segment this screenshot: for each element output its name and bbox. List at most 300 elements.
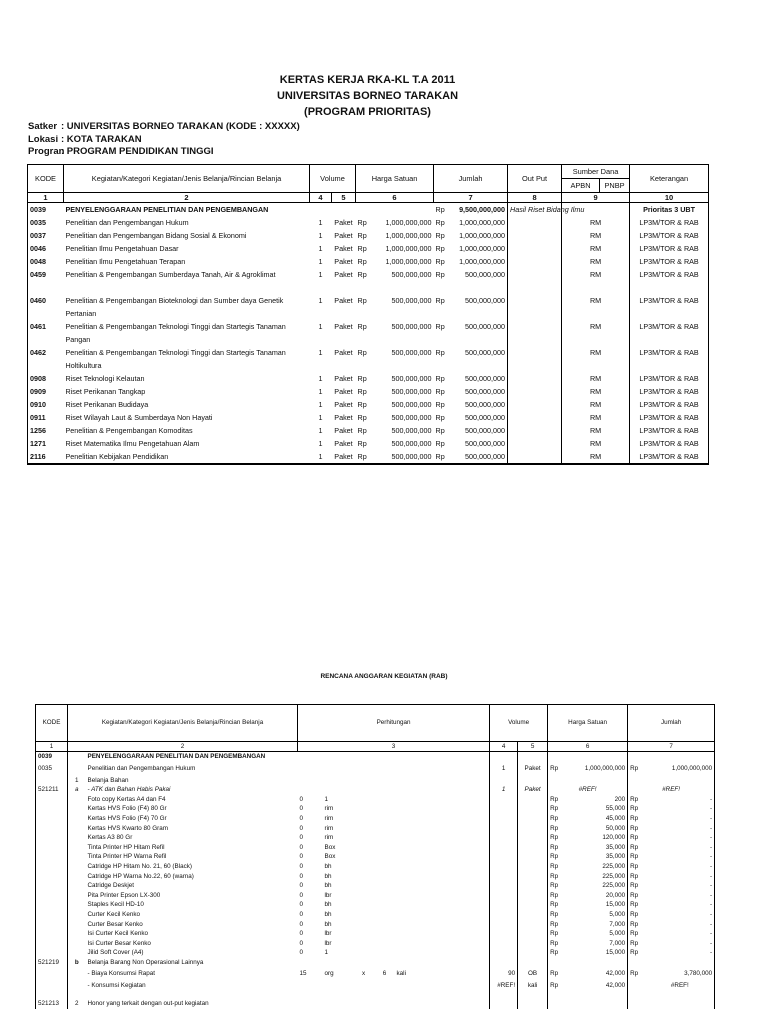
header-keterangan: Keterangan xyxy=(630,165,709,193)
cell-kode: 0035 xyxy=(36,762,68,776)
cell-satuan xyxy=(518,881,548,891)
rab-header-row xyxy=(36,705,715,742)
cell-vol xyxy=(490,920,518,930)
cell-harga: 15,000 xyxy=(568,900,628,910)
header-kode: KODE xyxy=(28,165,64,193)
col-num: 5 xyxy=(332,193,356,203)
cell-jumlah: 500,000,000 xyxy=(450,385,508,398)
cell-rp: Rp xyxy=(550,814,559,822)
cell-jumlah: - xyxy=(646,804,715,814)
cell-jumlah: - xyxy=(646,795,715,805)
cell-rp: Rp xyxy=(357,426,367,435)
cell-vol: 1 xyxy=(490,762,518,776)
cell-kode: 0911 xyxy=(28,411,64,424)
cell-jumlah: - xyxy=(646,900,715,910)
cell-perhitungan: 1 xyxy=(324,949,329,957)
cell-kode xyxy=(36,929,68,939)
cell-sumber: RM xyxy=(562,268,630,294)
cell-satuan xyxy=(518,814,548,824)
cell-satuan: Paket xyxy=(334,426,353,435)
cell-rp: Rp xyxy=(550,834,559,842)
table-row xyxy=(36,814,715,824)
cell-jumlah: - xyxy=(646,948,715,958)
cell-kode: 0462 xyxy=(28,346,64,372)
cell-nama: Isi Curter Kecil Kenko xyxy=(87,930,149,938)
cell-perhitungan: 0 xyxy=(299,901,304,909)
cell-perhitungan: 0 xyxy=(299,949,304,957)
cell-perhitungan: rim xyxy=(324,824,334,832)
table-row xyxy=(28,255,709,268)
cell-kode: 0037 xyxy=(28,229,64,242)
cell-nama: Riset Wilayah Laut & Sumberdaya Non Hayati xyxy=(65,413,213,422)
rka-table-body xyxy=(28,203,709,465)
cell-output xyxy=(508,229,562,242)
cell-rp: Rp xyxy=(435,270,445,279)
table-row xyxy=(36,824,715,834)
table-row xyxy=(36,881,715,891)
cell-harga: 225,000 xyxy=(568,872,628,882)
cell-nama: Catridge HP Warna No.22, 60 (warna) xyxy=(87,872,194,880)
cell-no xyxy=(68,862,86,872)
cell-perhitungan: kali xyxy=(396,970,406,978)
cell-perhitungan: bh xyxy=(324,910,332,918)
cell-vol: 1 xyxy=(318,439,323,448)
cell-rp: Rp xyxy=(630,872,639,880)
cell-perhitungan xyxy=(353,814,490,824)
cell-vol: 90 xyxy=(490,967,518,981)
rab-header-kode: KODE xyxy=(36,705,68,742)
col-num: 7 xyxy=(434,193,508,203)
cell-perhitungan xyxy=(353,910,490,920)
cell-vol xyxy=(490,852,518,862)
cell-nama: Penelitian & Pengembangan Teknologi Tinggi dan Startegis Tanaman Pangan xyxy=(65,322,286,344)
cell-output xyxy=(508,255,562,268)
cell-kode: 0039 xyxy=(28,203,64,217)
cell-output xyxy=(508,450,562,464)
cell-satuan: Paket xyxy=(518,785,548,795)
cell-satuan: Paket xyxy=(332,450,356,464)
cell-perhitungan: bh xyxy=(324,920,332,928)
cell-kode: 0909 xyxy=(28,385,64,398)
table-row xyxy=(28,320,709,346)
cell-jumlah: 500,000,000 xyxy=(450,450,508,464)
cell-keterangan: LP3M/TOR & RAB xyxy=(630,320,709,346)
cell-rp: Rp xyxy=(550,795,559,803)
col-num: 2 xyxy=(64,193,310,203)
cell-no xyxy=(68,939,86,949)
cell-rp: Rp xyxy=(550,805,559,813)
rab-header-jumlah: Jumlah xyxy=(628,705,715,742)
cell-satuan xyxy=(518,852,548,862)
table-row xyxy=(36,776,715,786)
cell-nama: Tinta Printer HP Warna Refil xyxy=(87,853,167,861)
cell-nama: Curter Kecil Kenko xyxy=(87,910,140,918)
cell-satuan xyxy=(518,929,548,939)
cell-keterangan: LP3M/TOR & RAB xyxy=(630,372,709,385)
cell-rp: Rp xyxy=(550,764,559,772)
cell-rp: Rp xyxy=(630,814,639,822)
cell-nama: Riset Teknologi Kelautan xyxy=(65,374,145,383)
cell-harga: 500,000,000 xyxy=(391,322,432,331)
cell-satuan xyxy=(518,910,548,920)
cell-rp: Rp xyxy=(630,882,639,890)
cell-rp: Rp xyxy=(357,348,367,357)
cell-perhitungan: rim xyxy=(324,834,334,842)
header-jumlah: Jumlah xyxy=(434,165,508,193)
cell-kode: 0908 xyxy=(28,372,64,385)
col-num: 3 xyxy=(298,742,490,752)
cell-perhitungan: bh xyxy=(324,901,332,909)
cell-rp: Rp xyxy=(356,450,372,464)
cell-jumlah: - xyxy=(646,910,715,920)
cell-perhitungan: 0 xyxy=(299,882,304,890)
cell-keterangan: LP3M/TOR & RAB xyxy=(630,294,709,320)
cell-kode xyxy=(36,843,68,853)
cell-sumber: RM xyxy=(562,346,630,372)
header-volume: Volume xyxy=(310,165,356,193)
cell-satuan: Paket xyxy=(334,413,353,422)
cell-perhitungan: 0 xyxy=(299,939,304,947)
table-row xyxy=(36,939,715,949)
cell-rp: Rp xyxy=(435,231,445,240)
cell-jumlah: - xyxy=(646,872,715,882)
table-row xyxy=(28,242,709,255)
cell-perhitungan xyxy=(353,929,490,939)
meta-program: Progran: PROGRAM PENDIDIKAN TINGGI xyxy=(28,146,214,157)
col-num: 1 xyxy=(36,742,68,752)
cell-kode xyxy=(36,814,68,824)
cell-nama: Riset Matematika Ilmu Pengetahuan Alam xyxy=(65,439,200,448)
cell-nama: Penelitian dan Pengembangan Hukum xyxy=(65,218,189,227)
cell-perhitungan: rim xyxy=(324,805,334,813)
cell-output xyxy=(508,346,562,372)
cell-jumlah: - xyxy=(646,833,715,843)
cell-vol xyxy=(490,824,518,834)
table-row xyxy=(36,833,715,843)
rab-table-body-2 xyxy=(36,958,715,1009)
cell-kode xyxy=(36,881,68,891)
cell-rp: Rp xyxy=(550,901,559,909)
cell-satuan: Paket xyxy=(334,387,353,396)
cell-output xyxy=(508,398,562,411)
rab-header-kegiatan: Kegiatan/Kategori Kegiatan/Jenis Belanja/Rincian Belanja xyxy=(68,705,298,742)
table-row xyxy=(28,372,709,385)
col-num: 6 xyxy=(548,742,628,752)
cell-output xyxy=(508,385,562,398)
cell-nama: - ATK dan Bahan Habis Pakai xyxy=(87,786,171,794)
cell-nama: PENYELENGGARAAN PENELITIAN DAN PENGEMBANGAN xyxy=(86,752,490,762)
cell-rp: Rp xyxy=(357,218,367,227)
cell-rp: Rp xyxy=(357,231,367,240)
cell-vol xyxy=(490,948,518,958)
cell-output: Hasil Riset Bidang Ilmu xyxy=(508,203,562,217)
cell-kode xyxy=(36,804,68,814)
cell-nama: Kertas HVS Folio (F4) 70 Gr xyxy=(87,814,167,822)
table-row xyxy=(36,958,715,968)
cell-harga: 15,000 xyxy=(568,948,628,958)
cell-rp: Rp xyxy=(435,374,445,383)
cell-rp: Rp xyxy=(435,400,445,409)
cell-vol xyxy=(490,795,518,805)
cell-keterangan: LP3M/TOR & RAB xyxy=(630,242,709,255)
cell-jumlah: #REF! xyxy=(646,981,715,991)
cell-perhitungan: bh xyxy=(324,862,332,870)
cell-rp: Rp xyxy=(630,970,639,978)
cell-perhitungan: 0 xyxy=(299,814,304,822)
cell-rp: Rp xyxy=(435,296,445,305)
cell-nama: Penelitian & Pengembangan Komoditas xyxy=(65,426,193,435)
cell-perhitungan: 0 xyxy=(299,824,304,832)
cell-rp: Rp xyxy=(550,982,559,990)
col-num: 8 xyxy=(508,193,562,203)
cell-harga: 500,000,000 xyxy=(391,439,432,448)
cell-rp: Rp xyxy=(550,853,559,861)
cell-kode xyxy=(36,920,68,930)
cell-rp: Rp xyxy=(550,949,559,957)
table-row xyxy=(36,843,715,853)
cell-kode: 0035 xyxy=(28,216,64,229)
cell-perhitungan xyxy=(353,795,490,805)
cell-no xyxy=(68,824,86,834)
cell-perhitungan xyxy=(353,881,490,891)
cell-no xyxy=(68,795,86,805)
cell-satuan: Paket xyxy=(334,270,353,279)
cell-jumlah: 1,000,000,000 xyxy=(450,242,508,255)
cell-harga: #REF! xyxy=(548,785,628,795)
cell-harga: 7,000 xyxy=(568,939,628,949)
cell-jumlah: 1,000,000,000 xyxy=(450,229,508,242)
cell-keterangan: LP3M/TOR & RAB xyxy=(630,385,709,398)
cell-nama: Penelitian & Pengembangan Teknologi Tinggi dan Startegis Tanaman Holtikultura xyxy=(65,348,286,370)
cell-perhitungan: 15 xyxy=(299,970,307,978)
cell-no: b xyxy=(68,958,86,968)
cell-rp: Rp xyxy=(630,805,639,813)
table-row xyxy=(36,948,715,958)
rka-header-row xyxy=(28,165,709,179)
cell-perhitungan: lbr xyxy=(324,891,332,899)
cell-jumlah: 500,000,000 xyxy=(450,346,508,372)
cell-no xyxy=(68,920,86,930)
cell-perhitungan xyxy=(353,852,490,862)
cell-nama: Penelitian Ilmu Pengetahuan Terapan xyxy=(65,257,186,266)
cell-rp: Rp xyxy=(630,853,639,861)
cell-perhitungan xyxy=(353,939,490,949)
cell-nama: Penelitian & Pengembangan Bioteknologi dan Sumber daya Genetik Pertanian xyxy=(65,296,284,318)
cell-rp: Rp xyxy=(357,257,367,266)
cell-nama: Kertas HVS Folio (F4) 80 Gr xyxy=(87,805,167,813)
cell-jumlah: - xyxy=(646,814,715,824)
cell-jumlah: 1,000,000,000 xyxy=(450,255,508,268)
title-line-1: KERTAS KERJA RKA-KL T.A 2011 xyxy=(279,74,456,86)
col-num: 1 xyxy=(28,193,64,203)
cell-satuan: OB xyxy=(518,967,548,981)
cell-kode xyxy=(36,910,68,920)
table-row xyxy=(36,852,715,862)
cell-jumlah: 500,000,000 xyxy=(450,372,508,385)
cell-satuan xyxy=(518,804,548,814)
cell-no xyxy=(68,929,86,939)
cell-no: a xyxy=(68,785,86,795)
cell-vol xyxy=(490,891,518,901)
cell-keterangan: LP3M/TOR & RAB xyxy=(630,346,709,372)
document-title-block xyxy=(0,72,735,120)
cell-rp: Rp xyxy=(630,939,639,947)
cell-vol: 1 xyxy=(318,348,323,357)
cell-harga: 500,000,000 xyxy=(391,400,432,409)
cell-output xyxy=(508,294,562,320)
cell-jumlah: 3,780,000 xyxy=(646,967,715,981)
col-num: 5 xyxy=(518,742,548,752)
cell-kode: 521213 xyxy=(36,991,68,1009)
cell-kode xyxy=(36,833,68,843)
cell-nama: Penelitian Kebijakan Pendidikan xyxy=(64,450,310,464)
rab-number-row xyxy=(36,742,715,752)
col-num: 10 xyxy=(630,193,709,203)
cell-no xyxy=(68,843,86,853)
cell-harga: 42,000 xyxy=(568,967,628,981)
cell-rp: Rp xyxy=(630,795,639,803)
cell-satuan xyxy=(518,939,548,949)
cell-rp: Rp xyxy=(630,910,639,918)
cell-perhitungan xyxy=(353,862,490,872)
cell-nama: Belanja Bahan xyxy=(87,776,129,784)
cell-harga: 500,000,000 xyxy=(391,426,432,435)
col-num: 9 xyxy=(562,193,630,203)
cell-keterangan: LP3M/TOR & RAB xyxy=(630,424,709,437)
cell-vol: 1 xyxy=(318,387,323,396)
cell-perhitungan: x xyxy=(361,970,366,978)
table-row xyxy=(36,900,715,910)
cell-rp: Rp xyxy=(630,901,639,909)
cell-harga: 500,000,000 xyxy=(391,296,432,305)
cell-jumlah: 1,000,000,000 xyxy=(646,762,715,776)
cell-perhitungan: rim xyxy=(324,814,334,822)
cell-perhitungan: 0 xyxy=(299,834,304,842)
cell-vol: 1 xyxy=(318,231,323,240)
cell-no xyxy=(68,881,86,891)
cell-perhitungan: 0 xyxy=(299,930,304,938)
cell-perhitungan xyxy=(353,804,490,814)
cell-jumlah: 500,000,000 xyxy=(450,398,508,411)
table-row xyxy=(28,437,709,450)
table-row xyxy=(28,411,709,424)
cell-perhitungan: 6 xyxy=(382,970,387,978)
title-line-3: (PROGRAM PRIORITAS) xyxy=(304,106,431,118)
cell-kode: 2116 xyxy=(28,450,64,464)
cell-nama: Curter Besar Kenko xyxy=(87,920,143,928)
cell-nama: Kertas A3 80 Gr xyxy=(87,834,133,842)
cell-harga: 1,000,000,000 xyxy=(385,244,432,253)
cell-rp: Rp xyxy=(357,296,367,305)
header-sumber-dana: Sumber Dana xyxy=(562,165,630,179)
cell-kode xyxy=(36,939,68,949)
cell-vol: 1 xyxy=(310,450,332,464)
cell-kode: 0459 xyxy=(28,268,64,294)
cell-rp: Rp xyxy=(357,244,367,253)
cell-harga: 225,000 xyxy=(568,881,628,891)
cell-satuan xyxy=(518,795,548,805)
cell-satuan xyxy=(518,900,548,910)
cell-perhitungan xyxy=(353,843,490,853)
cell-harga: 120,000 xyxy=(568,833,628,843)
cell-rp: Rp xyxy=(630,891,639,899)
meta-block xyxy=(28,121,300,159)
cell-perhitungan: 0 xyxy=(299,910,304,918)
cell-jumlah: - xyxy=(646,939,715,949)
cell-no xyxy=(68,891,86,901)
cell-nama: Catridge HP Hitam No. 21, 60 (Black) xyxy=(87,862,193,870)
cell-rp: Rp xyxy=(630,862,639,870)
cell-satuan: Paket xyxy=(334,257,353,266)
cell-kode: 0039 xyxy=(36,752,68,762)
cell-nama: Belanja Barang Non Operasional Lainnya xyxy=(87,958,204,966)
cell-sumber: RM xyxy=(562,450,630,464)
cell-sumber: RM xyxy=(562,229,630,242)
cell-rp: Rp xyxy=(357,439,367,448)
cell-perhitungan: 0 xyxy=(299,862,304,870)
col-num: 2 xyxy=(68,742,298,752)
cell-satuan xyxy=(518,948,548,958)
cell-vol xyxy=(490,804,518,814)
cell-kode xyxy=(36,852,68,862)
cell-sumber: RM xyxy=(562,411,630,424)
rab-table xyxy=(35,704,715,1009)
cell-perhitungan: 0 xyxy=(299,891,304,899)
table-row xyxy=(36,804,715,814)
cell-kode xyxy=(36,891,68,901)
cell-satuan: Paket xyxy=(334,439,353,448)
cell-kode: 1271 xyxy=(28,437,64,450)
table-row xyxy=(36,981,715,991)
cell-vol xyxy=(490,862,518,872)
cell-vol: 1 xyxy=(318,257,323,266)
cell-nama: Riset Perikanan Tangkap xyxy=(65,387,146,396)
cell-kode: 521219 xyxy=(36,958,68,968)
cell-jumlah: 500,000,000 xyxy=(450,411,508,424)
rka-number-row xyxy=(28,193,709,203)
rka-table xyxy=(27,164,709,465)
cell-satuan: kali xyxy=(518,981,548,991)
cell-kode: 0460 xyxy=(28,294,64,320)
cell-output xyxy=(508,411,562,424)
cell-rp: Rp xyxy=(435,218,445,227)
cell-nama: Penelitian dan Pengembangan Hukum xyxy=(87,764,196,772)
cell-vol xyxy=(490,843,518,853)
cell-jumlah: - xyxy=(646,929,715,939)
cell-rp: Rp xyxy=(550,862,559,870)
cell-rp: Rp xyxy=(550,970,559,978)
cell-kode: 521211 xyxy=(36,785,68,795)
cell-output xyxy=(508,320,562,346)
cell-rp: Rp xyxy=(357,413,367,422)
cell-rp: Rp xyxy=(435,426,445,435)
cell-no xyxy=(68,804,86,814)
cell-nama: Jilid Soft Cover (A4) xyxy=(87,949,144,957)
cell-rp: Rp xyxy=(435,257,445,266)
cell-harga: 1,000,000,000 xyxy=(568,762,628,776)
table-row xyxy=(36,872,715,882)
cell-satuan: Paket xyxy=(334,348,353,357)
cell-rp: Rp xyxy=(630,930,639,938)
cell-jumlah: - xyxy=(646,920,715,930)
col-num: 7 xyxy=(628,742,715,752)
cell-output xyxy=(508,372,562,385)
cell-rp: Rp xyxy=(357,322,367,331)
table-row xyxy=(28,216,709,229)
table-row xyxy=(28,385,709,398)
cell-vol xyxy=(490,939,518,949)
cell-rp: Rp xyxy=(550,920,559,928)
